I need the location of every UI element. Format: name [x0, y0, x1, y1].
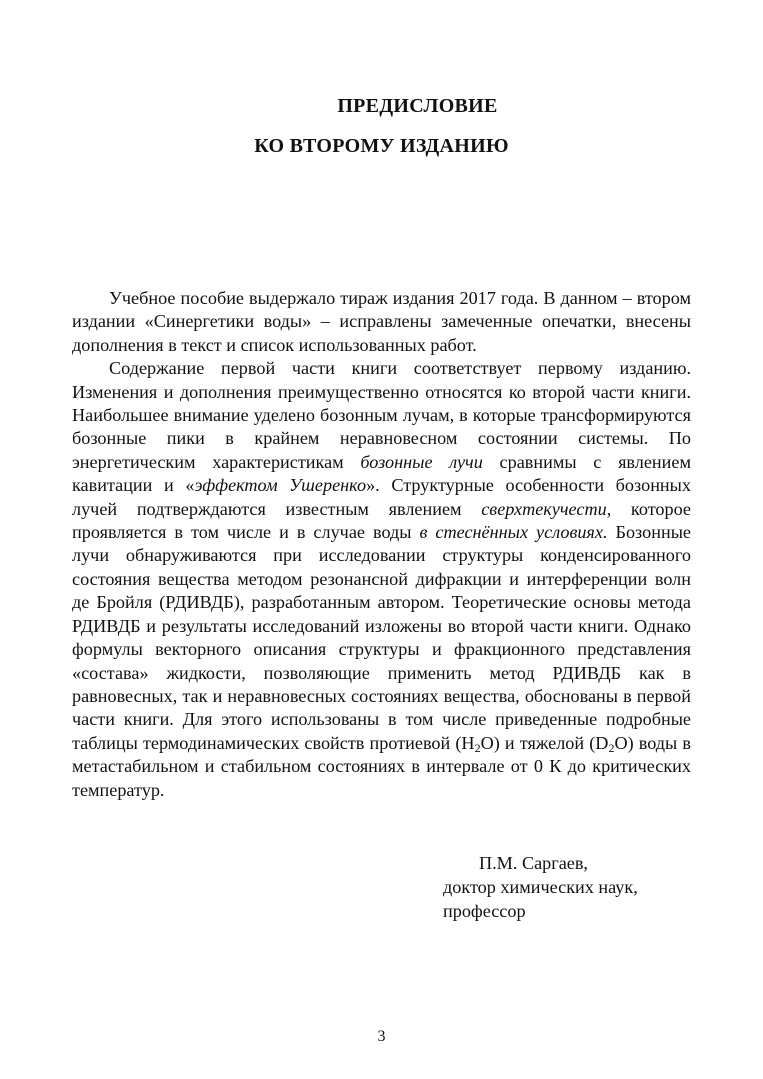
paragraph-text: Бозонные лучи обнаруживаются при исследовании структуры конденсированного состояния вещества методом резонансной дифракции и интерференции волн де Бройля (РДИВДБ), разработанным автором. Теоретические основы метода РДИВДБ и результаты исследований изложены во второй части книги. Однако формулы векторного описания структуры и фракционного представления «состава» жидкости, позволяющие применить метод РДИВДБ как в равновесных, так и неравновесных состояниях вещества, обоснованы в первой части книги. Для этого использованы в том числе приведенные подробные таблицы термодинамических свойств протиевой (H [72, 522, 691, 753]
paragraph-second [72, 357, 691, 802]
paragraph-first: Учебное пособие выдержало тираж издания 2017 года. В данном – втором издании «Синергетики воды» – исправлены замеченные опечатки, внесены дополнения в текст и список использованных работ. [72, 288, 691, 355]
page-number: 3 [377, 1028, 386, 1045]
paragraph-text: O) и тяжелой (D [480, 732, 609, 753]
subscript: 2 [474, 740, 481, 755]
subscript: 2 [608, 740, 615, 755]
paragraph-text: O) воды в метастабильном и стабильном состояниях в интервале от 0 К до критических температур. [72, 732, 691, 800]
italic-term: эффектом Ушеренко [194, 475, 367, 496]
author-name: П.М. Саргаев, [479, 853, 588, 873]
italic-term: сверхтекучести [481, 498, 607, 519]
paragraph-text: ». Структурные особенности бозонных лучей подтверждаются известным явлением [72, 475, 691, 519]
author-title: профессор [443, 901, 526, 921]
italic-term: бозонные лучи [360, 451, 483, 472]
preface-body [72, 287, 691, 802]
preface-title: ПРЕДИСЛОВИЕ [337, 95, 498, 117]
paragraph-text: Содержание первой части книги соответствует первому изданию. Изменения и дополнения преимущественно относятся ко второй части книги. Наибольшее внимание уделено бозонным лучам, в которые трансформируются бозонные пики в крайнем неравновесном состоянии системы. По энергетическим характеристикам [72, 358, 691, 472]
italic-term: в стеснённых условиях. [419, 522, 608, 543]
paragraph-text: сравнимы с явлением кавитации и « [72, 451, 691, 496]
author-degree: доктор химических наук, [443, 877, 638, 897]
paragraph-text: , которое проявляется в том числе и в случае воды [72, 498, 691, 543]
preface-subtitle: КО ВТОРОМУ ИЗДАНИЮ [254, 135, 509, 157]
signature-block [443, 851, 638, 923]
